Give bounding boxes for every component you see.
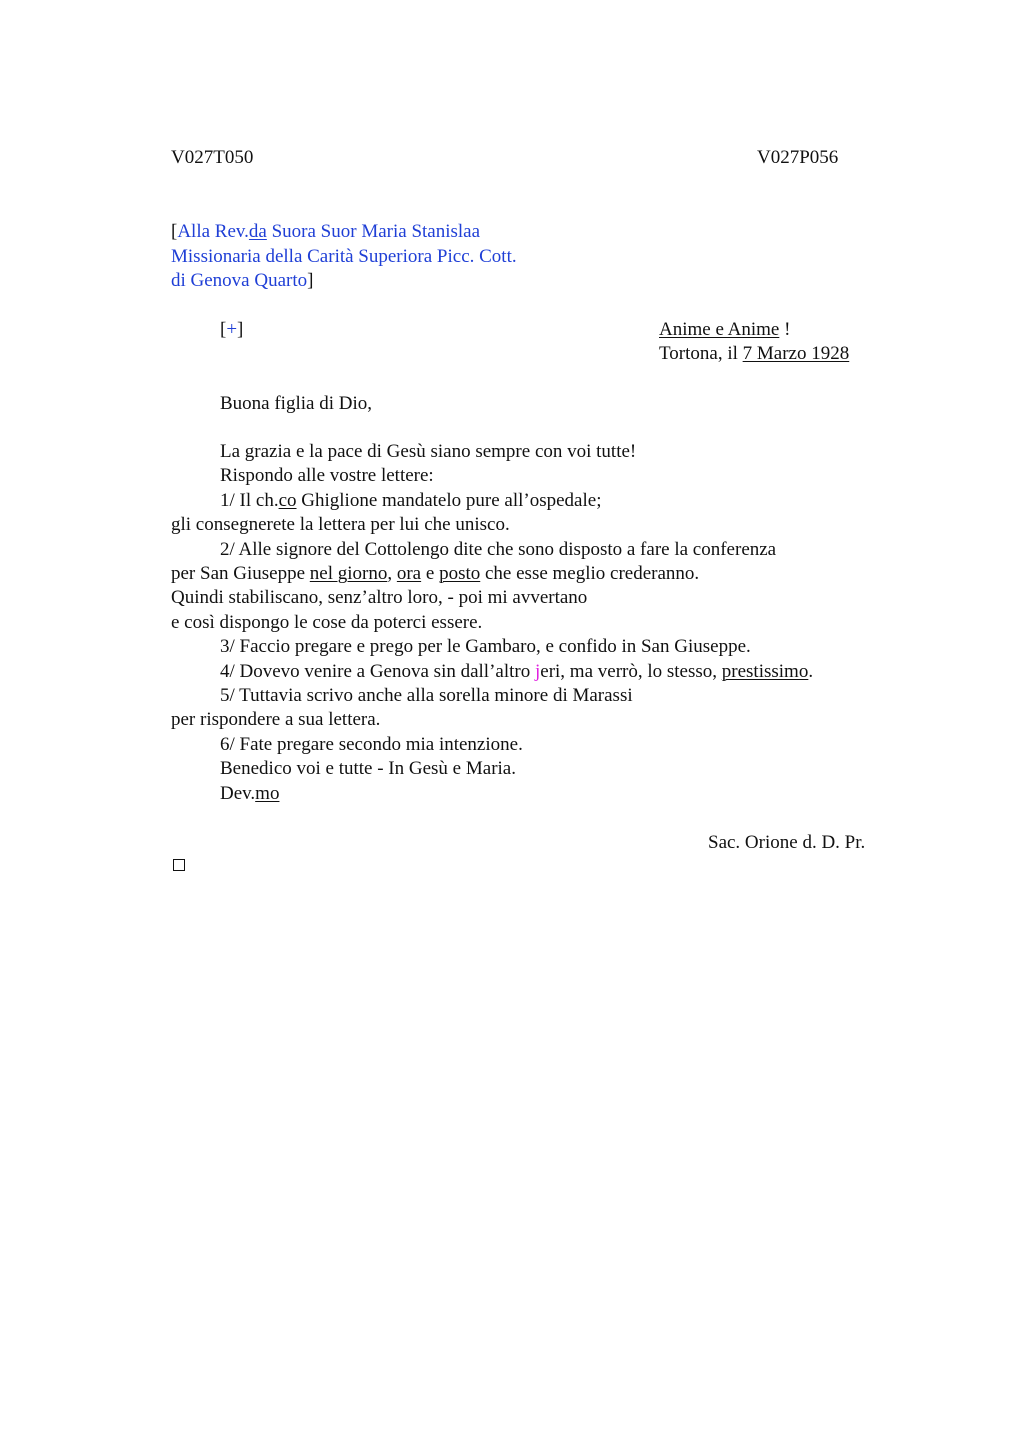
blessing: Benedico voi e tutte - In Gesù e Maria.: [220, 758, 516, 779]
point-5: 5/ Tuttavia scrivo anche alla sorella minore di Marassi: [220, 685, 633, 706]
point-2b-pre: per San Giuseppe: [171, 563, 310, 584]
point-2b-place: posto: [439, 563, 481, 584]
point-6: 6/ Fate pregare secondo mia intenzione.: [220, 734, 523, 755]
point-4-end: .: [808, 661, 814, 682]
point-2-continuation: Quindi stabiliscano, senz’altro loro, - poi mi avvertano: [171, 587, 588, 608]
checkbox-icon: [173, 859, 185, 871]
point-4-correction: j: [534, 661, 541, 682]
closing: [220, 782, 279, 806]
motto-text: Anime e Anime: [659, 319, 780, 340]
point-2b-day: nel giorno: [309, 563, 388, 584]
address-recipient: Suora Suor Maria Stanislaa: [266, 221, 481, 242]
letter-body: [171, 390, 891, 810]
bracket-open: [: [171, 221, 178, 242]
document-code-left: V027T050: [171, 147, 254, 168]
cross-icon: +: [226, 319, 238, 340]
bracket-close: ]: [307, 270, 314, 291]
point-2b-sep: e: [421, 563, 440, 584]
point-5-continuation: per rispondere a sua lettera.: [171, 709, 381, 730]
point-1: [220, 489, 601, 513]
salutation: Buona figlia di Dio,: [220, 393, 372, 414]
place: Tortona, il: [659, 343, 743, 364]
point-2b-sep: ,: [387, 563, 397, 584]
motto-exclamation: !: [779, 319, 791, 340]
point-1-post: Ghiglione mandatelo pure all’ospedale;: [296, 490, 602, 511]
point-4-pre: 4/ Dovevo venire a Genova sin dall’altro: [220, 661, 535, 682]
address-line-3: [171, 269, 313, 293]
address-line-2: Missionaria della Carità Superiora Picc. Cott.: [171, 246, 517, 267]
document-code-right: V027P056: [757, 147, 839, 168]
point-4: [220, 660, 813, 684]
address-location: di Genova Quarto: [171, 270, 308, 291]
cross-bracket-open: [: [220, 319, 227, 340]
address-line-1: [171, 220, 480, 244]
point-1-abbrev: co: [278, 490, 297, 511]
place-date: [659, 342, 849, 366]
signature: Sac. Orione d. D. Pr.: [708, 832, 866, 853]
point-2b-hour: ora: [396, 563, 422, 584]
point-2: 2/ Alle signore del Cottolengo dite che sono disposto a fare la conferenza: [220, 539, 777, 560]
address-prefix: Alla Rev.: [177, 221, 249, 242]
body-line: Rispondo alle vostre lettere:: [220, 465, 434, 486]
point-3: 3/ Faccio pregare e prego per le Gambaro, e confido in San Giuseppe.: [220, 636, 751, 657]
point-2b-post: che esse meglio crederanno.: [480, 563, 700, 584]
address-abbrev-superscript: da: [248, 221, 267, 242]
body-line: La grazia e la pace di Gesù siano sempre con voi tutte!: [220, 441, 637, 462]
point-4-mid: eri, ma verrò, lo stesso,: [540, 661, 722, 682]
closing-abbrev: mo: [255, 783, 280, 804]
cross-mark: [220, 318, 243, 342]
closing-pre: Dev.: [220, 783, 256, 804]
point-2-continuation: e così dispongo le cose da poterci essere.: [171, 612, 483, 633]
point-2-continuation: [171, 562, 699, 586]
cross-bracket-close: ]: [237, 319, 244, 340]
motto: [659, 318, 790, 342]
point-1-continuation: gli consegnerete la lettera per lui che unisco.: [171, 514, 510, 535]
point-1-pre: 1/ Il ch.: [220, 490, 279, 511]
point-4-emphasis: prestissimo: [721, 661, 809, 682]
date: 7 Marzo 1928: [742, 343, 850, 364]
